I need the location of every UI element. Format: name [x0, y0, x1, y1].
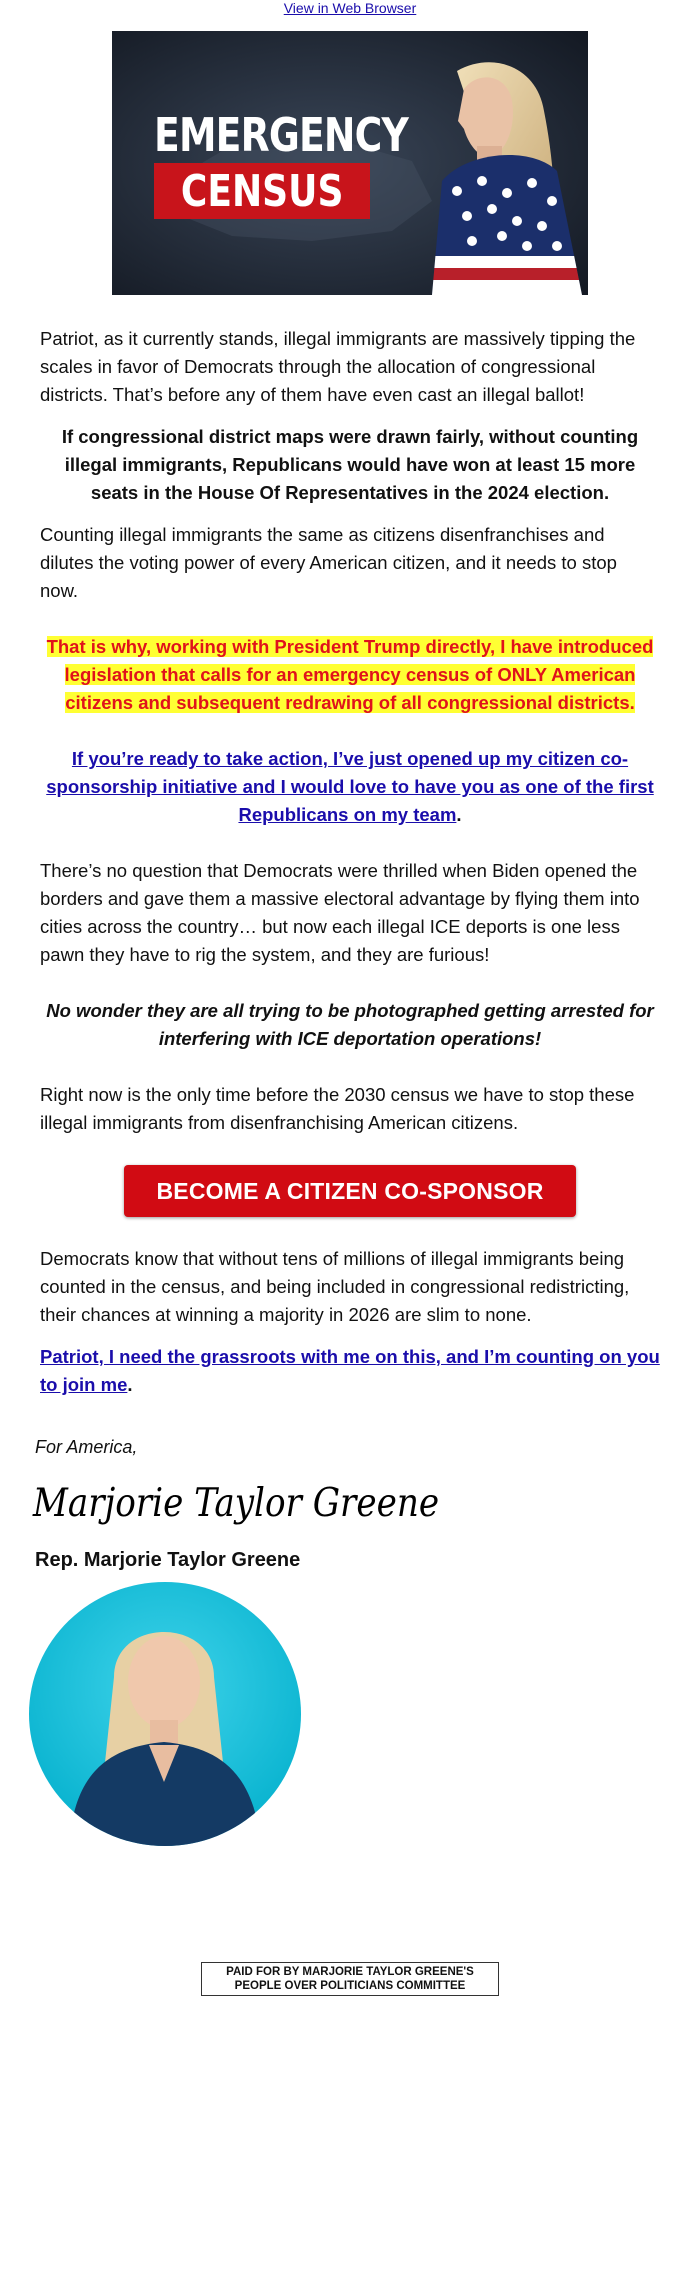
- paid-line-2: PEOPLE OVER POLITICIANS COMMITTEE: [234, 1980, 466, 1992]
- footer: [0, 1962, 700, 1996]
- paragraph-7: No wonder they are all trying to be photographed getting arrested for interfering with ICE deportation operations!: [46, 1000, 654, 1049]
- paragraph-1: Patriot, as it currently stands, illegal immigrants are massively tipping the scales in favor of Democrats through the allocation of congressional districts. That’s before any of them have even cast an illegal ballot!: [40, 328, 636, 405]
- join-me-link[interactable]: Patriot, I need the grassroots with me on this, and I’m counting on you to join me: [40, 1346, 660, 1395]
- paragraph-8: Right now is the only time before the 2030 census we have to stop these illegal immigrants from disenfranchising American citizens.: [40, 1084, 635, 1133]
- paragraph-2: If congressional district maps were drawn fairly, without counting illegal immigrants, Republicans would have won at least 15 more seats in the House Of Representatives in the 2024 election.: [61, 426, 639, 503]
- header: [0, 0, 700, 20]
- hero-title: [154, 108, 409, 219]
- paragraph-10-end: .: [127, 1374, 133, 1395]
- paragraph-5-end: .: [456, 804, 462, 825]
- signature-image: [31, 1470, 700, 1545]
- paid-for-disclaimer: [201, 1962, 499, 1996]
- portrait-graphic: [29, 1582, 301, 1846]
- signature-graphic: [31, 1470, 440, 1540]
- paragraph-9: Democrats know that without tens of millions of illegal immigrants being counted in the census, and being included in congressional redistricting, their chances at winning a majority in 2026 are slim to none.: [40, 1248, 630, 1325]
- hero-title-line1: EMERGENCY: [154, 108, 409, 162]
- signature-text: Marjorie Taylor Greene: [32, 1479, 440, 1526]
- cosponsor-link[interactable]: If you’re ready to take action, I’ve just opened up my citizen co-sponsorship initiative and I would love to have you as one of the first Republicans on my team: [46, 748, 654, 825]
- rep-name: Rep. Marjorie Taylor Greene: [35, 1549, 301, 1571]
- hero-banner: [112, 31, 588, 295]
- closing-text: For America,: [35, 1437, 138, 1457]
- hero-title-box: [154, 163, 370, 219]
- paragraph-6: There’s no question that Democrats were thrilled when Biden opened the borders and gave them a massive electoral advantage by flying them into cities across the country… but now each illegal ICE deports is one less pawn they have to rig the system, and they are furious!: [40, 860, 640, 965]
- portrait-photo: [29, 1582, 700, 1851]
- paid-line-1: PAID FOR BY MARJORIE TAYLOR GREENE'S: [226, 1966, 474, 1978]
- view-in-browser-link[interactable]: View in Web Browser: [283, 0, 417, 16]
- cta-container: [40, 1165, 660, 1217]
- hero-title-line2: CENSUS: [180, 165, 344, 217]
- letter-body: [0, 325, 700, 1399]
- highlighted-text: That is why, working with President Trump directly, I have introduced legislation that calls for an emergency census of ONLY American citizens and subsequent redrawing of all congressional districts.: [46, 636, 654, 713]
- become-cosponsor-button[interactable]: BECOME A CITIZEN CO-SPONSOR: [124, 1165, 576, 1217]
- paragraph-3: Counting illegal immigrants the same as citizens disenfranchises and dilutes the voting power of every American citizen, and it needs to stop now.: [40, 524, 617, 601]
- paragraph-10: [40, 1343, 660, 1399]
- paragraph-4: [40, 633, 660, 717]
- paragraph-5: [40, 745, 660, 829]
- signoff: [0, 1437, 700, 1851]
